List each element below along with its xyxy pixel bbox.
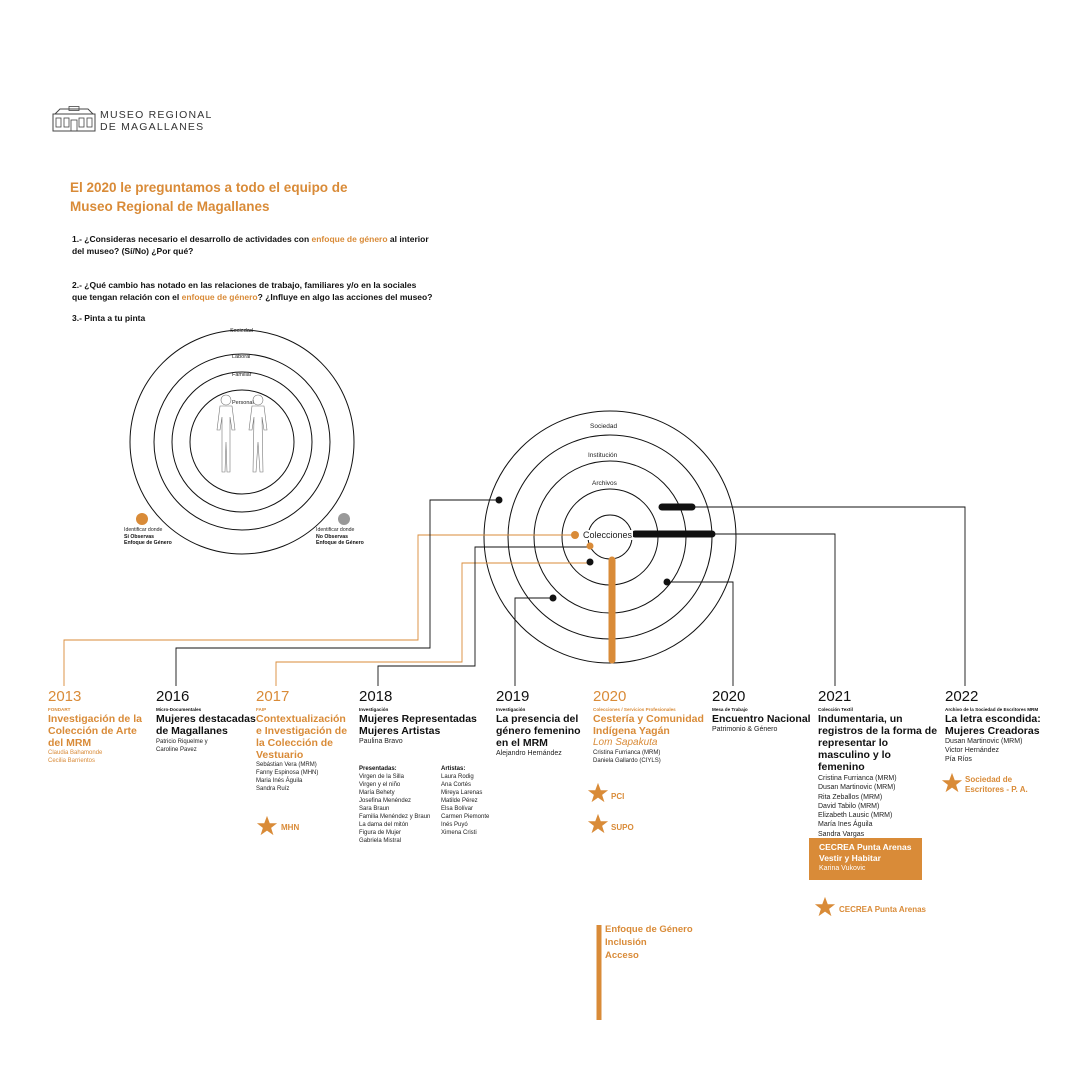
connector-2021 [712,534,835,686]
person-2018-1: Paulina Bravo [359,738,403,745]
person-2019-1: Alejandro Hernández [496,750,562,757]
tag-2021: Colección Textil [818,707,853,712]
people-2021 [818,774,940,839]
title-line2: Museo Regional de Magallanes [70,199,270,214]
tag-2017: FAIP [256,707,267,712]
year-2022: 2022 [945,688,979,705]
list-item: Elsa Bolívar [441,806,474,812]
right-ring-label-colecciones: Colecciones [583,530,633,540]
person-2017-3: Maria Inés Águila [256,778,303,784]
q2-highlight: enfoque de género [181,292,258,302]
title-2018: Mujeres Representadas Mujeres Artistas [359,713,477,737]
year-2017: 2017 [256,688,290,705]
title-2019: La presencia del género femenino en el MRM [496,713,581,749]
dot-2013 [571,531,579,539]
year-2013: 2013 [48,688,82,705]
list-item: Dusan Martinovic (MRM) [818,784,896,792]
star-icon [256,815,278,837]
list-item: Sara Braun [359,806,390,812]
list-item: María Behety [359,790,395,796]
left-ring-label-familiar: Familiar [232,372,252,378]
dot-2018 [587,559,594,566]
person-2022-3: Pía Ríos [945,756,972,763]
question-3: 3.- Pinta a tu pinta [72,313,146,323]
timeline-2017 [256,688,348,793]
cecrea-box [809,838,922,880]
title-2020-b: Encuentro Nacional [712,713,811,725]
tag-2019: Investigación [496,707,526,712]
timeline-2018 [359,688,494,746]
year-2020-a: 2020 [593,688,627,705]
timeline-2020-cesteria [593,688,705,765]
q1-highlight: enfoque de género [311,234,388,244]
artistas-list [441,765,501,837]
person-2022-1: Dusan Martinovic (MRM) [945,738,1023,745]
connector-2019 [515,598,552,686]
cecrea-box-line1: CECREA Punta Arenas [819,842,912,852]
star-icon [814,896,836,918]
star-label-sociedad-escritores: Sociedad de Escritores - P. A. [965,775,1028,794]
logo-line2: DE MAGALLANES [100,121,205,133]
star-label-cecrea: CECREA Punta Arenas [839,905,926,914]
person-2017-4: Sandra Ruíz [256,786,290,792]
star-icon [587,782,609,804]
timeline-2013 [48,688,143,765]
right-ring-label-sociedad: Sociedad [590,423,618,430]
footer-legend [605,923,693,962]
title-2013: Investigación de la Colección de Arte del MRM [48,713,142,749]
star-label-supo: SUPO [611,823,634,832]
tag-2020-a: Colecciones / Servicios Profesionales [593,707,676,712]
star-label-pci: PCI [611,792,625,801]
title-2021: Indumentaria, un registros de la forma de representar lo masculino y lo femenino [818,713,938,773]
q2-text-b: ? ¿Influye en algo las acciones del museo? [257,292,433,302]
list-item: Laura Rodig [441,774,474,780]
list-item: Virgen y el niño [359,782,401,788]
right-ring-label-archivos: Archivos [592,480,617,487]
person-2020-a-2: Daniela Gallardo (CIYLS) [593,758,661,764]
person-2017-1: Sebástian Vera (MRM) [256,762,317,768]
timeline-2022 [945,688,1055,764]
subtitle-2020-a: Lom Sapakuta [593,737,658,748]
q1-text-b: al interior [387,234,429,244]
presentadas-items [359,773,444,845]
list-item: Josefina Menéndez [359,798,412,804]
list-item: Elizabeth Lausic (MRM) [818,812,893,820]
list-item: David Tabilo (MRM) [818,802,880,810]
list-item: Rita Zeballos (MRM) [818,793,883,801]
tag-2018: Investigación [359,707,389,712]
title-2017: Contextualización e Investigación de la Colección de Vestuario [256,713,348,761]
person-2016-2: Caroline Pavez [156,747,197,753]
title-2020-a: Cestería y Comunidad Indígena Yagán [593,713,704,737]
artistas-label: Artistas: [441,766,466,772]
footer-legend-1: Enfoque de Género [605,924,693,935]
tag-2016: Micro-Documentales [156,707,202,712]
list-item: Matilde Pérez [441,798,478,804]
footer-legend-2: Inclusión [605,937,647,948]
list-item: Mireya Larenas [441,790,483,796]
person-2013-1: Claudia Bahamonde [48,750,103,756]
list-item: Gabriela Mistral [359,838,402,844]
year-2018: 2018 [359,688,393,705]
timeline-2021 [818,688,940,839]
connector-2017 [276,563,590,686]
list-item: Virgen de la Silla [359,774,404,780]
title-line1: El 2020 le preguntamos a todo el equipo de [70,180,348,195]
legend-no: Identificar donde No Observas Enfoque de Género [316,527,364,546]
connector-2018 [378,547,590,686]
dot-2019 [550,595,557,602]
person-2022-2: Victor Hernández [945,747,999,754]
q2-text-a: que tengan relación con el [72,292,182,302]
year-2019: 2019 [496,688,530,705]
presentadas-list [359,765,444,845]
list-item: Familia Menéndez y Braun [359,814,431,820]
dot-2017 [587,543,594,550]
person-2013-2: Cecilia Barrientos [48,758,96,764]
year-2021: 2021 [818,688,852,705]
dot-2020b [664,579,671,586]
q1-text-a: 1.- ¿Consideras necesario el desarrollo de actividades con [72,234,312,244]
artistas-items [441,773,501,837]
timeline-2019 [496,688,588,758]
timeline-2016 [156,688,256,754]
star-icon [587,813,609,835]
list-item: Cristina Furrianca (MRM) [818,775,897,782]
tag-2020-b: Mesa de Trabajo [712,707,748,712]
list-item: María Ines Águila [818,821,873,829]
cecrea-box-line2: Vestir y Habitar [819,853,881,863]
presentadas-label: Presentadas: [359,766,397,772]
logo-line1: MUSEO REGIONAL [100,109,213,121]
q2-line1: 2.- ¿Qué cambio has notado en las relaciones de trabajo, familiares y/o en la sociales [72,280,417,290]
title-2016: Mujeres destacadas de Magallanes [156,713,256,737]
tag-2013: FONDART [48,707,71,712]
q1-line2: del museo? (Sí/No) ¿Por qué? [72,246,194,256]
year-2020-b: 2020 [712,688,746,705]
star-label-mhn: MHN [281,823,300,832]
list-item: La dama del mitón [359,822,409,828]
right-ring-label-institucion: Institución [588,452,618,459]
dot-2016 [496,497,503,504]
person-2017-2: Fanny Espinosa (MHN) [256,770,319,776]
left-ring-label-sociedad: Sociedad [230,328,253,334]
left-ring-label-laboral: Laboral [232,354,251,360]
footer-legend-3: Acceso [605,950,639,961]
connector-2013 [64,535,578,686]
list-item: Ximena Cristi [441,830,477,836]
list-item: Carmen Piemonte [441,814,490,820]
list-item: Figura de Mujer [359,830,402,836]
connector-2020b [668,582,733,686]
person-2020-a-1: Cristina Furrianca (MRM) [593,750,661,756]
left-ring-label-personal: Personal [232,400,254,406]
list-item: Inés Puyó [441,822,468,828]
star-icon [941,772,963,794]
title-2022: La letra escondida: Mujeres Creadoras [945,713,1041,737]
list-item: Sandra Vargas [818,830,865,838]
connector-2016 [176,500,498,686]
person-2020-b-1: Patrimonio & Género [712,726,778,733]
cecrea-box-line3: Karina Vukovic [819,865,866,872]
list-item: Ana Cortés [441,782,472,788]
tag-2022: Archivo de la Sociedad de Escritores MRM [945,707,1039,712]
timeline-2020-encuentro [712,688,812,734]
person-2016-1: Patricio Riquelme y [156,739,208,745]
legend-yes: Identificar donde Si Observas Enfoque de Género [124,527,172,546]
year-2016: 2016 [156,688,190,705]
